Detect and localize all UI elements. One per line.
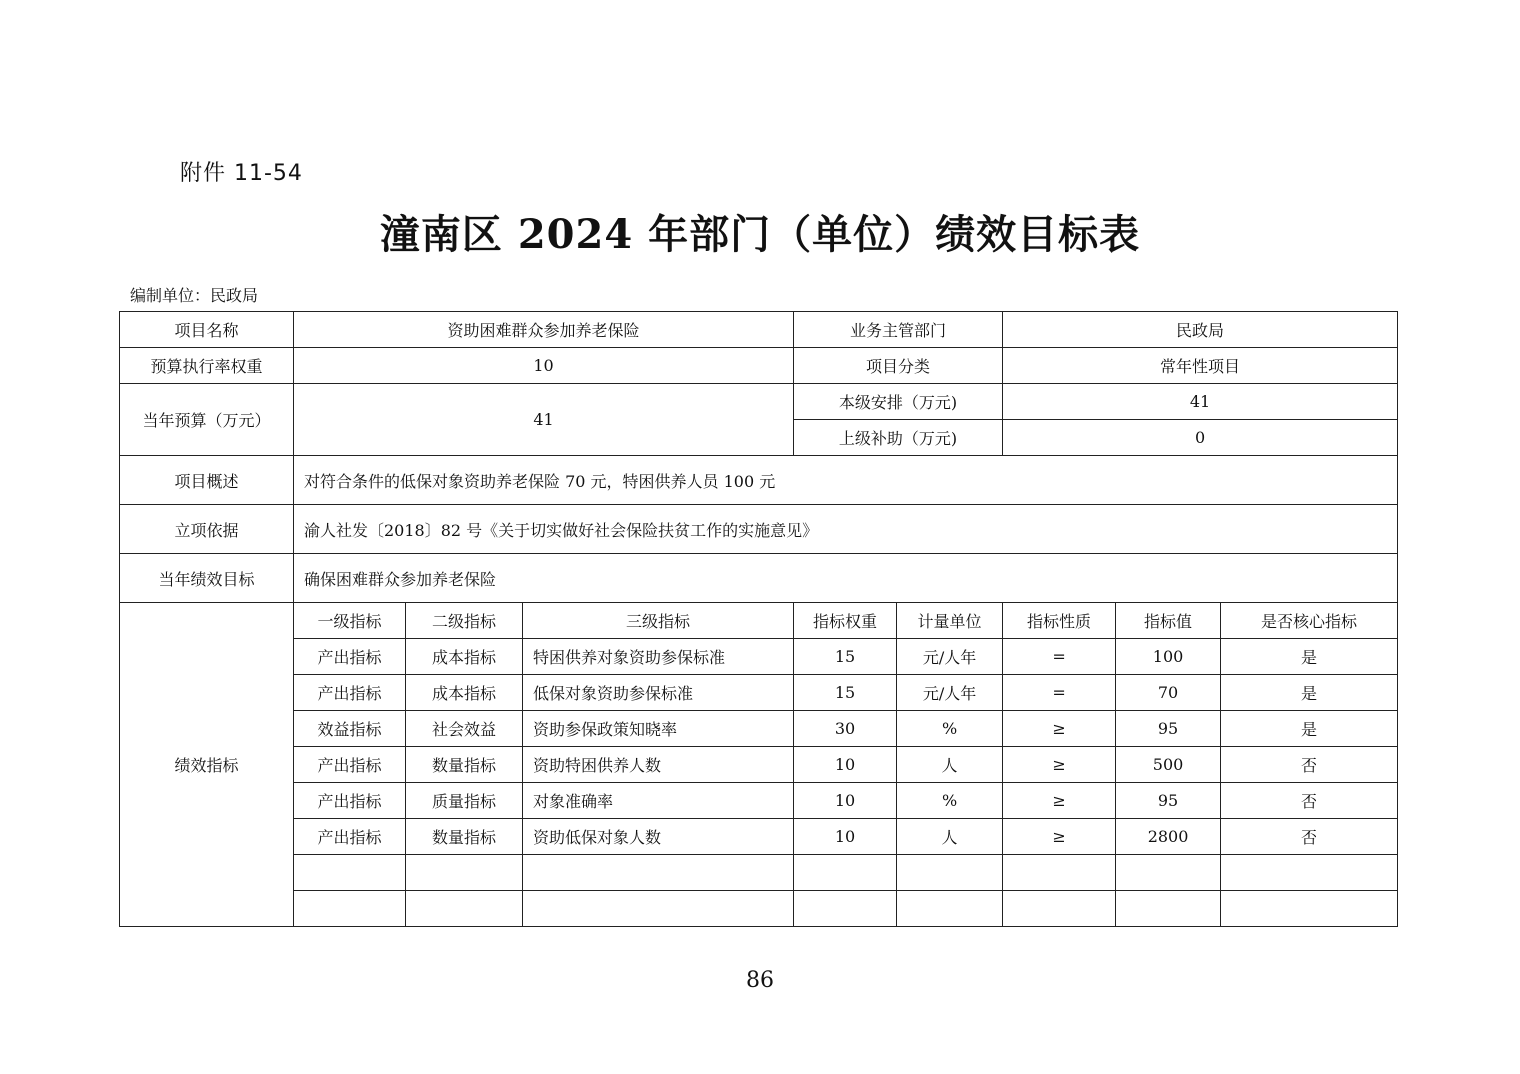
indicator-cell: 特困供养对象资助参保标准 xyxy=(523,639,794,675)
page-number: 86 xyxy=(746,968,774,993)
indicator-cell: = xyxy=(1003,675,1116,711)
overview-value: 对符合条件的低保对象资助养老保险 70 元，特困供养人员 100 元 xyxy=(294,456,1398,505)
indicator-cell: 500 xyxy=(1116,747,1221,783)
indicator-cell: 效益指标 xyxy=(294,711,406,747)
indicator-header: 指标值 xyxy=(1116,603,1221,639)
indicator-cell: ≥ xyxy=(1003,819,1116,855)
indicator-cell: 元/人年 xyxy=(897,639,1003,675)
table-row xyxy=(120,819,1398,855)
indicator-cell xyxy=(1116,855,1221,891)
indicator-cell: 社会效益 xyxy=(406,711,523,747)
indicator-cell xyxy=(406,891,523,927)
local-value: 41 xyxy=(1003,384,1398,420)
indicator-cell xyxy=(406,855,523,891)
indicator-header: 二级指标 xyxy=(406,603,523,639)
indicator-cell: 100 xyxy=(1116,639,1221,675)
table-row xyxy=(120,855,1398,891)
table-row xyxy=(120,747,1398,783)
indicator-cell: 95 xyxy=(1116,711,1221,747)
indicator-cell: % xyxy=(897,783,1003,819)
indicator-cell: % xyxy=(897,711,1003,747)
indicator-cell: 产出指标 xyxy=(294,639,406,675)
dept-label: 业务主管部门 xyxy=(794,312,1003,348)
indicator-cell: 人 xyxy=(897,747,1003,783)
indicator-cell xyxy=(1221,891,1398,927)
project-name-value: 资助困难群众参加养老保险 xyxy=(294,312,794,348)
superior-value: 0 xyxy=(1003,420,1398,456)
indicator-cell xyxy=(794,891,897,927)
indicator-header: 三级指标 xyxy=(523,603,794,639)
indicator-cell: 产出指标 xyxy=(294,747,406,783)
indicator-cell: 元/人年 xyxy=(897,675,1003,711)
attachment-label: 附件 11-54 xyxy=(180,161,303,186)
indicator-cell: 数量指标 xyxy=(406,819,523,855)
indicator-cell xyxy=(794,855,897,891)
indicator-cell: 对象准确率 xyxy=(523,783,794,819)
indicator-cell: 数量指标 xyxy=(406,747,523,783)
indicator-cell: 人 xyxy=(897,819,1003,855)
indicator-header: 计量单位 xyxy=(897,603,1003,639)
indicator-cell: 否 xyxy=(1221,747,1398,783)
indicator-cell: 产出指标 xyxy=(294,783,406,819)
indicator-cell: 是 xyxy=(1221,675,1398,711)
goal-label: 当年绩效目标 xyxy=(120,554,294,603)
table-row xyxy=(120,639,1398,675)
indicator-cell: 10 xyxy=(794,819,897,855)
indicator-cell: 否 xyxy=(1221,783,1398,819)
table-row xyxy=(120,783,1398,819)
indicator-cell: 是 xyxy=(1221,639,1398,675)
indicator-cell: 否 xyxy=(1221,819,1398,855)
indicator-cell: 资助低保对象人数 xyxy=(523,819,794,855)
project-name-label: 项目名称 xyxy=(120,312,294,348)
page-title: 潼南区 2024 年部门（单位）绩效目标表 xyxy=(379,211,1141,258)
table-row xyxy=(120,675,1398,711)
dept-value: 民政局 xyxy=(1003,312,1398,348)
indicator-cell: 低保对象资助参保标准 xyxy=(523,675,794,711)
indicator-header: 是否核心指标 xyxy=(1221,603,1398,639)
indicator-cell xyxy=(1116,891,1221,927)
basis-label: 立项依据 xyxy=(120,505,294,554)
indicator-cell xyxy=(897,891,1003,927)
indicator-cell: ≥ xyxy=(1003,711,1116,747)
category-label: 项目分类 xyxy=(794,348,1003,384)
indicator-cell: 质量指标 xyxy=(406,783,523,819)
indicator-cell xyxy=(294,855,406,891)
indicator-cell xyxy=(523,891,794,927)
indicator-cell xyxy=(294,891,406,927)
indicator-cell xyxy=(1003,855,1116,891)
indicator-cell: 2800 xyxy=(1116,819,1221,855)
indicator-cell: 10 xyxy=(794,783,897,819)
budget-label: 当年预算（万元） xyxy=(120,384,294,456)
indicator-cell xyxy=(1003,891,1116,927)
indicator-cell: ≥ xyxy=(1003,747,1116,783)
table-row xyxy=(120,711,1398,747)
indicator-cell: 70 xyxy=(1116,675,1221,711)
indicator-cell: 成本指标 xyxy=(406,675,523,711)
indicator-cell xyxy=(897,855,1003,891)
indicator-cell: 产出指标 xyxy=(294,675,406,711)
indicator-cell xyxy=(1221,855,1398,891)
indicator-cell: 15 xyxy=(794,639,897,675)
indicator-header: 指标权重 xyxy=(794,603,897,639)
indicator-cell: = xyxy=(1003,639,1116,675)
indicators-label: 绩效指标 xyxy=(120,603,294,927)
indicator-cell: 10 xyxy=(794,747,897,783)
indicator-cell: ≥ xyxy=(1003,783,1116,819)
indicator-cell: 15 xyxy=(794,675,897,711)
indicator-header: 一级指标 xyxy=(294,603,406,639)
category-value: 常年性项目 xyxy=(1003,348,1398,384)
superior-label: 上级补助（万元) xyxy=(794,420,1003,456)
performance-table xyxy=(119,311,1398,927)
indicator-cell xyxy=(523,855,794,891)
indicator-cell: 资助特困供养人数 xyxy=(523,747,794,783)
compiler-unit: 编制单位：民政局 xyxy=(130,286,259,305)
indicator-cell: 30 xyxy=(794,711,897,747)
indicator-cell: 是 xyxy=(1221,711,1398,747)
local-label: 本级安排（万元) xyxy=(794,384,1003,420)
indicator-header: 指标性质 xyxy=(1003,603,1116,639)
goal-value: 确保困难群众参加养老保险 xyxy=(294,554,1398,603)
budget-value: 41 xyxy=(294,384,794,456)
basis-value: 渝人社发〔2018〕82 号《关于切实做好社会保险扶贫工作的实施意见》 xyxy=(294,505,1398,554)
indicator-cell: 95 xyxy=(1116,783,1221,819)
weight-label: 预算执行率权重 xyxy=(120,348,294,384)
table-row xyxy=(120,891,1398,927)
indicator-cell: 成本指标 xyxy=(406,639,523,675)
overview-label: 项目概述 xyxy=(120,456,294,505)
indicator-cell: 资助参保政策知晓率 xyxy=(523,711,794,747)
indicator-cell: 产出指标 xyxy=(294,819,406,855)
weight-value: 10 xyxy=(294,348,794,384)
